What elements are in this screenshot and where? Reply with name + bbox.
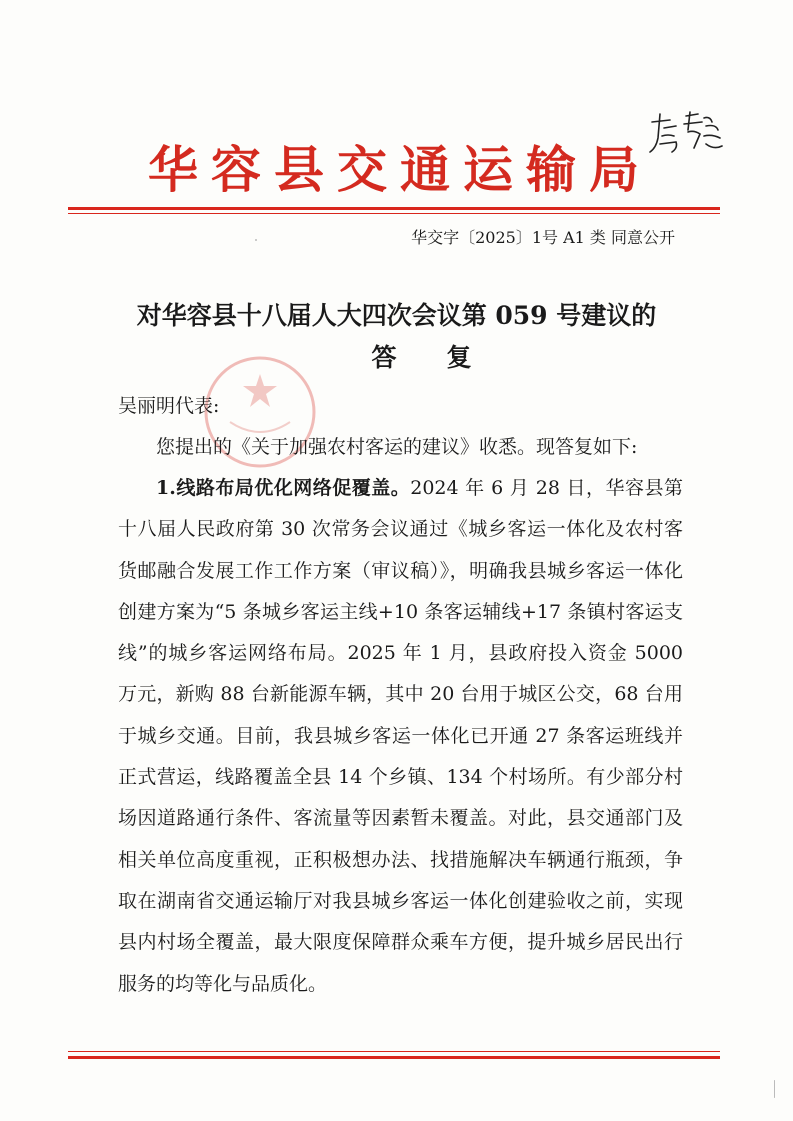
intro-paragraph: [118, 427, 683, 468]
scan-speck: [774, 1080, 775, 1098]
header-red-rule: [68, 207, 720, 210]
scan-speck: [255, 239, 257, 241]
footer-red-rule-thin: [68, 1051, 720, 1052]
document-title-line1: 对华容县十八届人大四次会议第 059 号建议的: [136, 301, 657, 330]
section1-paragraph: [118, 468, 683, 1005]
intro-text: 您提出的《关于加强农村客运的建议》收悉。现答复如下:: [156, 436, 638, 458]
section1-heading: 1.线路布局优化网络促覆盖。: [156, 477, 411, 499]
header-red-rule-thin: [68, 213, 720, 214]
document-title-line2: 答复: [371, 343, 522, 372]
salutation: 吴丽明代表:: [118, 395, 220, 417]
footer-red-rule: [68, 1056, 720, 1059]
agency-name-title: 华容县交通运输局: [148, 140, 652, 199]
section1-body: 2024 年 6 月 28 日，华容县第十八届人民政府第 30 次常务会议通过《城乡客运一体化及农村客货邮融合发展工作工作方案（审议稿）》，明确我县城乡客运一体化创建方案为“5 条城乡客运主线+10 条客运辅线+17 条镇村客运支线”的城乡客运网络布局。2025 年 1 月，县政府投入资金 5000 万元，新购 88 台新能源车辆，其中 20 台用于城区公交，68 台用于城乡交通。目前，我县城乡客运一体化已开通 27 条客运班线并正式营运，线路覆盖全县 14 个乡镇、134 个村场所。有少部分村场因道路通行条件、客流量等因素暂未覆盖。对此，县交通部门及相关单位高度重视，正积极想办法、找措施解决车辆通行瓶颈，争取在湖南省交通运输厅对我县城乡客运一体化创建验收之前，实现县内村场全覆盖，最大限度保障群众乘车方便，提升城乡居民出行服务的均等化与品质化。: [118, 477, 683, 995]
document-number: 华交字〔2025〕1号 A1 类 同意公开: [411, 228, 675, 247]
